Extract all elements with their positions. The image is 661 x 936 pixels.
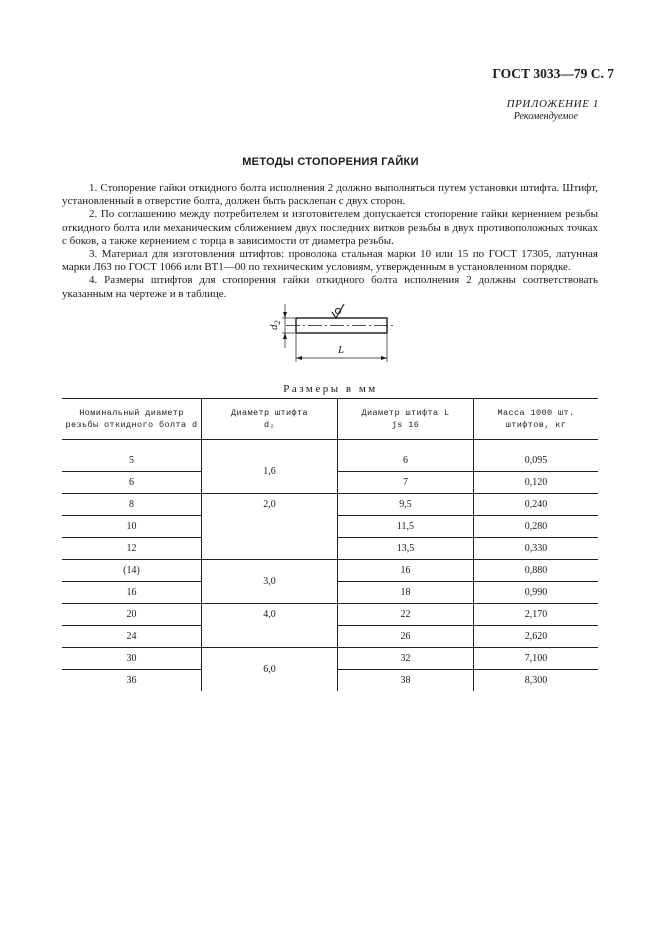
table-row — [62, 604, 598, 626]
header-pin-length: Диаметр штифта L js 16 — [338, 399, 474, 440]
cell-d: 24 — [62, 626, 202, 648]
header-mass: Масса 1000 шт. штифтов, кг — [474, 399, 599, 440]
table-caption: Размеры в мм — [283, 383, 378, 395]
paragraph-4: 4. Размеры штифтов для стопорения гайки откидного болта исполнения 2 должны соответствовать указанным на чертеже и в таблице. — [62, 274, 598, 300]
cell-d: 12 — [62, 538, 202, 560]
cell-d: 8 — [62, 494, 202, 516]
cell-d: 36 — [126, 675, 137, 686]
section-title: МЕТОДЫ СТОПОРЕНИЯ ГАЙКИ — [242, 156, 419, 168]
appendix-status: Рекомендуемое — [513, 111, 578, 122]
table-row — [62, 450, 598, 472]
cell-L: 16 — [338, 560, 474, 582]
cell-mass: 8,300 — [474, 670, 599, 692]
cell-L: 11,5 — [338, 516, 474, 538]
cell-L: 9,5 — [338, 494, 474, 516]
cell-mass: 0,120 — [474, 472, 599, 494]
cell-d2: 1,6 — [202, 450, 338, 494]
cell-L: 18 — [338, 582, 474, 604]
table-row — [62, 494, 598, 516]
roughness-mark — [332, 304, 344, 318]
header-pin-diameter: Диаметр штифта d₂ — [202, 399, 338, 440]
cell-L: 38 — [338, 670, 474, 692]
table-row — [62, 648, 598, 670]
cell-d: 20 — [62, 604, 202, 626]
cell-L: 13,5 — [338, 538, 474, 560]
cell-d2: 2,0 — [202, 494, 338, 560]
cell-mass: 2,620 — [474, 626, 599, 648]
cell-d: 16 — [62, 582, 202, 604]
cell-mass: 0,240 — [474, 494, 599, 516]
cell-L: 26 — [338, 626, 474, 648]
cell-mass: 7,100 — [474, 648, 599, 670]
cell-d: 6 — [62, 472, 202, 494]
paragraph-2: 2. По соглашению между потребителем и изготовителем допускается стопорение гайки кернением резьбы откидного болта или механическим сближением двух последних витков резьбы в двух противоположных точках с боков, а также кернением с торца в зависимости от диаметра резьбы. — [62, 208, 598, 247]
table-row — [62, 560, 598, 582]
paragraph-1: 1. Стопорение гайки откидного болта исполнения 2 должно выполняться путем установки штифта. Штифт, установленный в отверстие болта, должен быть расклепан с двух сторон. — [62, 182, 598, 208]
cell-d: (14) — [62, 560, 202, 582]
cell-d: 5 — [62, 450, 202, 472]
cell-mass: 2,170 — [474, 604, 599, 626]
cell-L: 32 — [338, 648, 474, 670]
length-label: L — [338, 344, 345, 356]
pin-drawing — [262, 298, 402, 368]
cell-mass: 0,990 — [474, 582, 599, 604]
cell-d2: 4,0 — [202, 604, 338, 648]
table-header-row — [62, 399, 598, 440]
cell-d2: 3,0 — [202, 560, 338, 604]
header-thread-diameter: Номинальный диаметр резьбы откидного болта d — [62, 399, 202, 440]
diameter-label: $d_2$ — [268, 320, 282, 330]
cell-d2: 6,0 — [202, 648, 338, 692]
paragraph-3: 3. Материал для изготовления штифтов: проволока стальная марки 10 или 15 по ГОСТ 17305, латунная марки Л63 по ГОСТ 1066 или ВТ1—00 по техническим условиям, утвержденным в установленном порядке. — [62, 248, 598, 274]
cell-d: 10 — [62, 516, 202, 538]
cell-mass: 0,095 — [474, 450, 599, 472]
cell-L: 22 — [338, 604, 474, 626]
pin-sizes-table — [62, 398, 598, 691]
cell-mass: 0,880 — [474, 560, 599, 582]
cell-mass: 0,330 — [474, 538, 599, 560]
cell-d: 30 — [62, 648, 202, 670]
body-text — [62, 182, 598, 301]
cell-mass: 0,280 — [474, 516, 599, 538]
document-code: ГОСТ 3033—79 С. 7 — [492, 66, 614, 81]
appendix-label: ПРИЛОЖЕНИЕ 1 — [506, 98, 599, 110]
cell-L: 7 — [338, 472, 474, 494]
cell-L: 6 — [338, 450, 474, 472]
